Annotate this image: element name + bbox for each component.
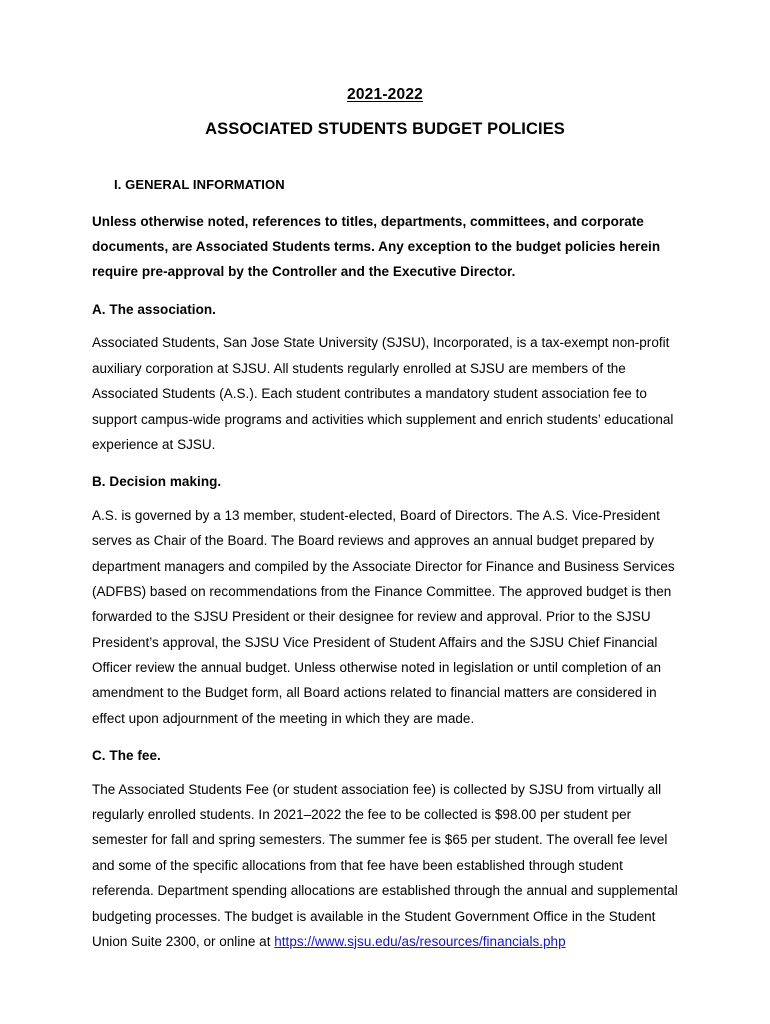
subsection-body-the-fee-text: The Associated Students Fee (or student association fee) is collected by SJSU from virtually all regularly enrolled students. In 2021–2022 the fee to be collected is $98.00 per student per semester for fall and spring semesters. The summer fee is $65 per student. The overall fee level and some of the specific allocations from that fee have been established through student referenda. Department spending allocations are established through the annual and supplemental budgeting processes. The budget is available in the Student Government Office in the Student Union Suite 2300, or online at	[92, 781, 678, 949]
financials-link[interactable]: https://www.sjsu.edu/as/resources/financials.php	[274, 933, 566, 949]
document-title-main: ASSOCIATED STUDENTS BUDGET POLICIES	[205, 120, 565, 138]
document-title-year: 2021-2022	[347, 86, 423, 103]
subsection-heading-the-fee: C. The fee.	[92, 748, 161, 764]
subsection-body-association: Associated Students, San Jose State University (SJSU), Incorporated, is a tax-exempt non-profit auxiliary corporation at SJSU. All students regularly enrolled at SJSU are members of the Associated Students (A.S.). Each student contributes a mandatory student association fee to support campus-wide programs and activities which supplement and enrich students’ educational experience at SJSU.	[92, 335, 674, 452]
section-heading-general-information: I. GENERAL INFORMATION	[114, 177, 285, 192]
subsection-heading-decision-making: B. Decision making.	[92, 474, 222, 490]
subsection-body-decision-making: A.S. is governed by a 13 member, student-elected, Board of Directors. The A.S. Vice-President serves as Chair of the Board. The Board reviews and approves an annual budget prepared by department managers and compiled by the Associate Director for Finance and Business Services (ADFBS) based on recommendations from the Finance Committee. The approved budget is then forwarded to the SJSU President or their designee for review and approval. Prior to the SJSU President’s approval, the SJSU Vice President of Student Affairs and the SJSU Chief Financial Officer review the annual budget. Unless otherwise noted in legislation or until completion of an amendment to the Budget form, all Board actions related to financial matters are considered in effect upon adjournment of the meeting in which they are made.	[92, 507, 675, 726]
document-title-year-line	[92, 86, 678, 104]
subsection-heading-association: A. The association.	[92, 301, 216, 317]
intro-paragraph: Unless otherwise noted, references to titles, departments, committees, and corporate documents, are Associated Students terms. Any exception to the budget policies herein require pre-approval by the Controller and the Executive Director.	[92, 214, 661, 279]
subsection-body-the-fee	[92, 777, 678, 955]
